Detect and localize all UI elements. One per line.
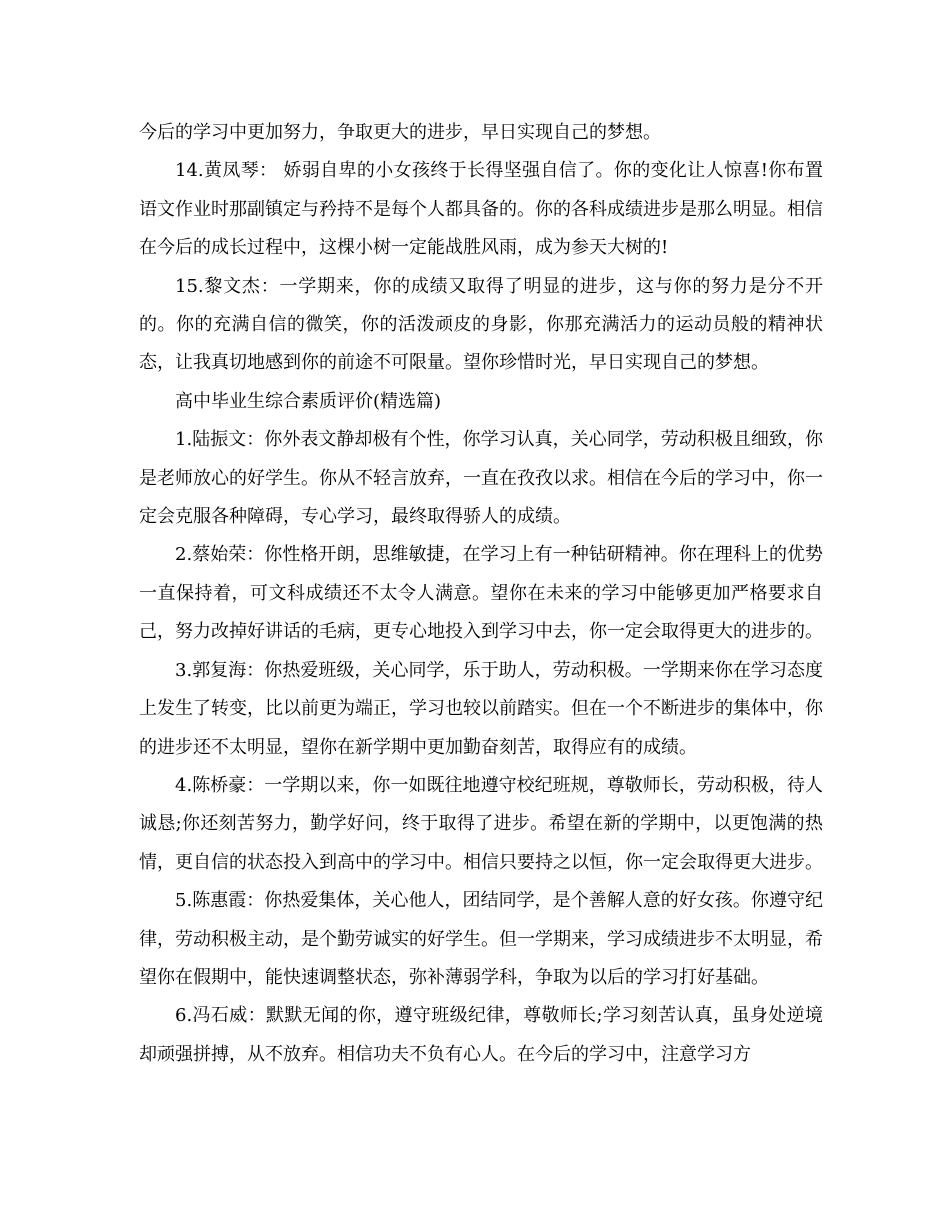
paragraph-continuation: 今后的学习中更加努力，争取更大的进步，早日实现自己的梦想。	[139, 122, 661, 143]
paragraph-comment-2: 2.蔡始荣：你性格开朗，思维敏捷，在学习上有一种钻研精神。你在理科上的优势一直保持着，可文科成绩还不太令人满意。望你在未来的学习中能够更加严格要求自己，努力改掉好讲话的毛病，更专心地投入到学习中去，你一定会取得更大的进步的。	[139, 544, 823, 643]
paragraph-comment-1: 1.陆振文：你外表文静却极有个性，你学习认真，关心同学，劳动积极且细致，你是老师放心的好学生。你从不轻言放弃，一直在孜孜以求。相信在今后的学习中，你一定会克服各种障碍，专心学习，最终取得骄人的成绩。	[139, 429, 823, 528]
paragraph-comment-15: 15.黎文杰：一学期来，你的成绩又取得了明显的进步，这与你的努力是分不开的。你的充满自信的微笑，你的活泼顽皮的身影，你那充满活力的运动员般的精神状态，让我真切地感到你的前途不可限量。望你珍惜时光，早日实现自己的梦想。	[139, 275, 823, 374]
document-page	[139, 114, 823, 1074]
paragraph-comment-4: 4.陈桥豪：一学期以来，你一如既往地遵守校纪班规，尊敬师长，劳动积极，待人诚恳;你还刻苦努力，勤学好问，终于取得了进步。希望在新的学期中，以更饱满的热情，更自信的状态投入到高中的学习中。相信只要持之以恒，你一定会取得更大进步。	[139, 774, 823, 873]
paragraph-comment-6: 6.冯石威：默默无闻的你，遵守班级纪律，尊敬师长;学习刻苦认真，虽身处逆境却顽强拼搏，从不放弃。相信功夫不负有心人。在今后的学习中，注意学习方	[139, 1005, 823, 1065]
paragraph-comment-14: 14.黄凤琴： 娇弱自卑的小女孩终于长得坚强自信了。你的变化让人惊喜!你布置语文作业时那副镇定与矜持不是每个人都具备的。你的各科成绩进步是那么明显。相信在今后的成长过程中，这棵小树一定能战胜风雨，成为参天大树的!	[139, 160, 823, 259]
paragraph-comment-5: 5.陈惠霞：你热爱集体，关心他人，团结同学，是个善解人意的好女孩。你遵守纪律，劳动积极主动，是个勤劳诚实的好学生。但一学期来，学习成绩进步不太明显，希望你在假期中，能快速调整状态，弥补薄弱学科，争取为以后的学习打好基础。	[139, 890, 823, 988]
section-heading: 高中毕业生综合素质评价(精选篇)	[175, 390, 442, 412]
paragraph-comment-3: 3.郭复海：你热爱班级，关心同学，乐于助人，劳动积极。一学期来你在学习态度上发生了转变，比以前更为端正，学习也较以前踏实。但在一个不断进步的集体中，你的进步还不太明显，望你在新学期中更加勤奋刻苦，取得应有的成绩。	[139, 659, 823, 758]
